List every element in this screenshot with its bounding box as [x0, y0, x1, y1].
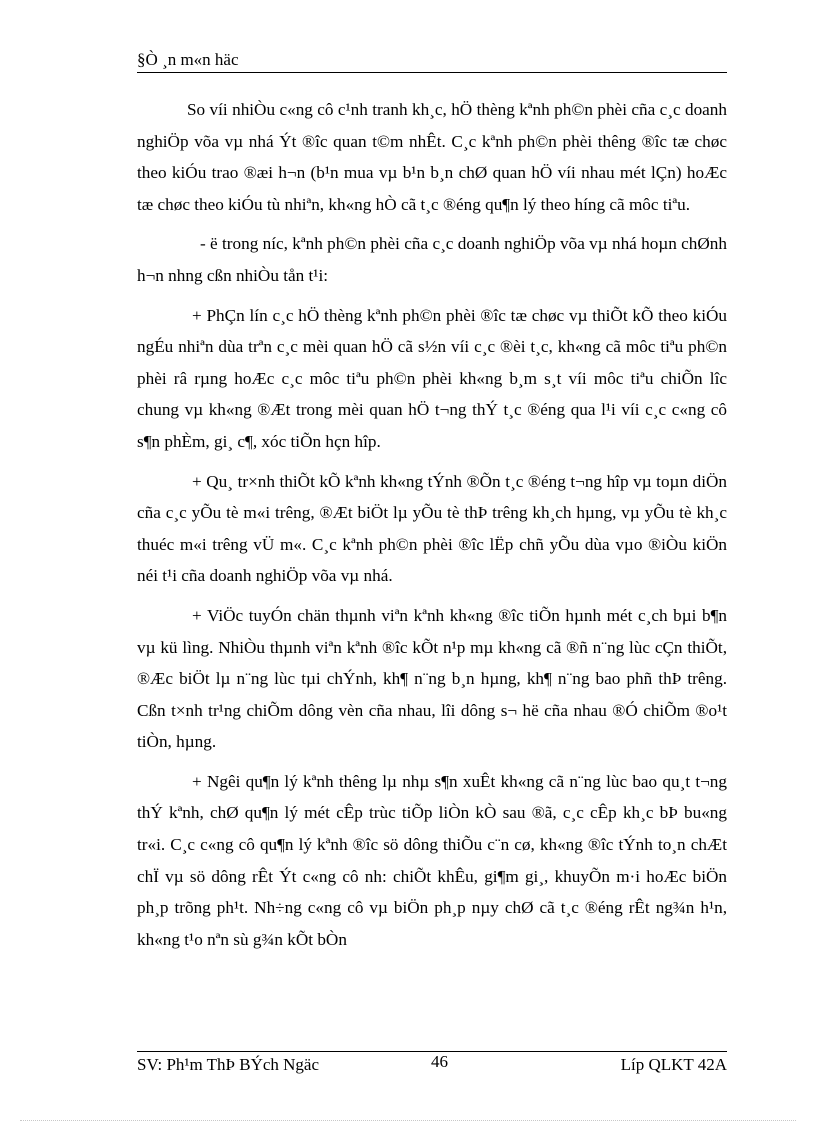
paragraph-domestic: - ë trong níc, kªnh ph©n phèi cña c¸c doanh nghiÖp võa vµ nhá hoµn chØnh h¬n nhng cßn nhiÒu tån t¹i: [137, 234, 727, 285]
footer-page-number: 46 [431, 1052, 448, 1071]
paragraph-channel-design: + PhÇn lín c¸c hÖ thèng kªnh ph©n phèi ®îc tæ chøc vµ thiÕt kÕ theo kiÓu ngÉu nhiªn dùa trªn c¸c mèi quan hÖ cã s½n víi c¸c ®èi t¸c, kh«ng cã môc tiªu ph©n phèi râ rµng hoÆc c¸c môc tiªu ph©n phèi kh«ng b¸m s¸t víi môc tiªu chiÕn lîc chung vµ kh«ng ®Æt trong mèi quan hÖ t¬ng thÝ t¸c ®éng qua l¹i víi c¸c c«ng cô s¶n phÈm, gi¸ c¶, xóc tiÕn hçn hîp. [137, 305, 727, 451]
footer-class-name: Líp QLKT 42A [620, 1055, 727, 1074]
paragraph-intro: So víi nhiÒu c«ng cô c¹nh tranh kh¸c, hÖ thèng kªnh ph©n phèi cña c¸c doanh nghiÖp võa vµ nhá Ýt ®îc quan t©m nhÊt. C¸c kªnh ph©n phèi thêng ®îc tæ chøc theo kiÓu trao ®æi h¬n (b¹n mua vµ b¹n b¸n chØ quan hÖ víi nhau mét lÇn) hoÆc tæ chøc theo kiÓu tù nhiªn, kh«ng hÒ cã t¸c ®éng qu¶n lý theo híng cã môc tiªu. [137, 100, 727, 214]
page-header-title: §Ò ¸n m«n häc [137, 50, 239, 69]
paragraph-design-process: + Qu¸ tr×nh thiÕt kÕ kªnh kh«ng tÝnh ®Õn t¸c ®éng t¬ng hîp vµ toµn diÖn cña c¸c yÕu tè m«i trêng, ®Æt biÖt lµ yÕu tè thÞ trêng kh¸ch hµng, vµ yÕu tè kh¸c thuéc m«i trêng vÜ m«. C¸c kªnh ph©n phèi ®îc lËp chñ yÕu dùa vµo ®iÒu kiÖn néi t¹i cña doanh nghiÖp võa vµ nhá. [137, 471, 727, 586]
paragraph-channel-manager: + Ngêi qu¶n lý kªnh thêng lµ nhµ s¶n xuÊt kh«ng cã n¨ng lùc bao qu¸t t¬ng thÝ kªnh, chØ qu¶n lý mét cÊp trùc tiÕp liÒn kÒ sau ®ã, c¸c cÊp kh¸c bÞ bu«ng tr«i. C¸c c«ng cô qu¶n lý kªnh ®îc sö dông thiÕu c¨n cø, kh«ng ®îc tÝnh to¸n chÆt chÏ vµ sö dông rÊt Ýt c«ng cô nh: chiÕt khÊu, gi¶m gi¸, khuyÕn m·i hoÆc biÖn ph¸p trõng ph¹t. Nh÷ng c«ng cô vµ biÖn ph¸p nµy chØ cã t¸c ®éng rÊt ng¾n h¹n, kh«ng t¹o nªn sù g¾n kÕt bÒn [137, 771, 727, 949]
paragraph-member-selection: + ViÖc tuyÓn chän thµnh viªn kªnh kh«ng ®îc tiÕn hµnh mét c¸ch bµi b¶n vµ kü lìng. NhiÒu thµnh viªn kªnh ®îc kÕt n¹p mµ kh«ng cã ®ñ n¨ng lùc cÇn thiÕt, ®Æc biÖt lµ n¨ng lùc tµi chÝnh, kh¶ n¨ng b¸n hµng, kh¶ n¨ng bao phñ thÞ trêng. Cßn t×nh tr¹ng chiÕm dông vèn cña nhau, lîi dông s¬ hë cña nhau ®Ó chiÕm ®o¹t tiÒn, hµng. [137, 605, 727, 752]
header-divider [137, 72, 727, 73]
body-text [137, 94, 727, 963]
page-bottom-dotted-line [20, 1120, 796, 1121]
footer-student-name: SV: Ph¹m ThÞ BÝch Ngäc [137, 1055, 320, 1074]
